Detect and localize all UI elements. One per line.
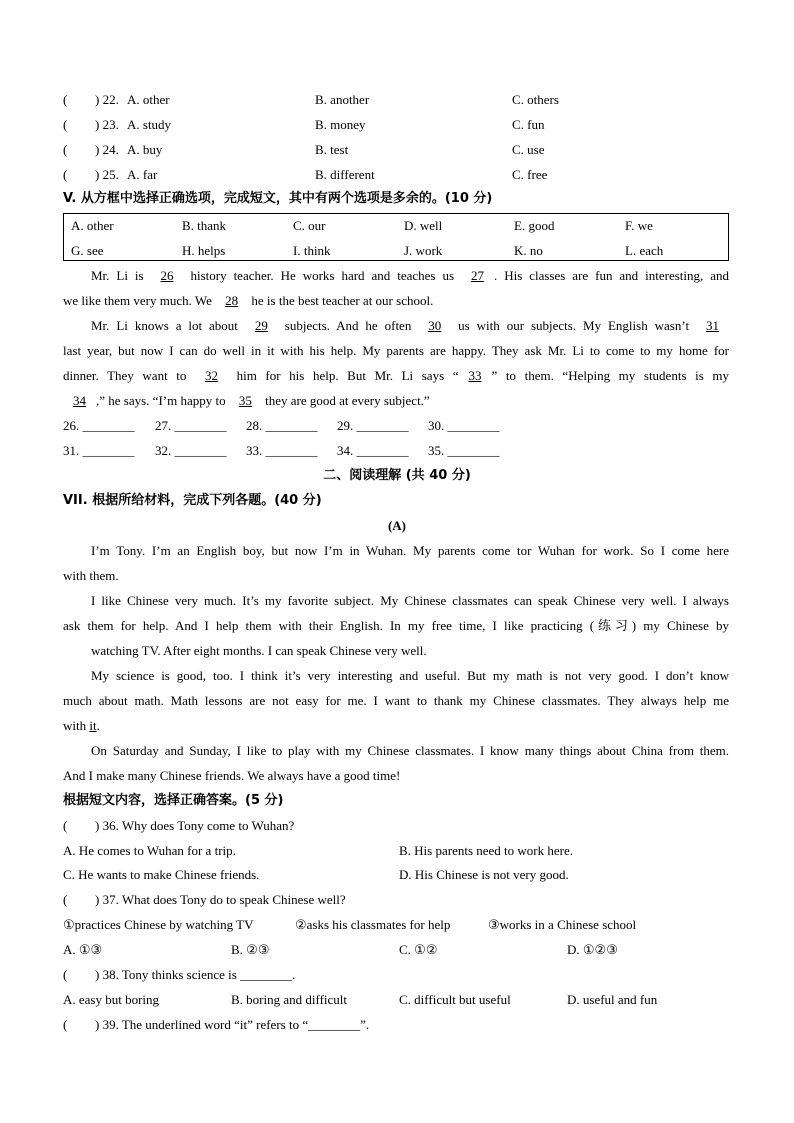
option-a: A. ①③ bbox=[63, 942, 103, 957]
answer-blank[interactable]: 32. ________ bbox=[155, 443, 227, 458]
cloze-line: dinner. They want to 32 him for his help. But Mr. Li says “ 33 ” to them. “Helping my students is my bbox=[63, 368, 729, 383]
answer-blank[interactable]: 28. ________ bbox=[246, 418, 318, 433]
option-b: B. test bbox=[315, 142, 349, 157]
cloze-line: Mr. Li knows a lot about 29 subjects. And he often 30 us with our subjects. My English wasn’t 31 bbox=[63, 318, 729, 334]
question-stem: ) 36. Why does Tony come to Wuhan? bbox=[95, 818, 295, 833]
question-number: ) 22. bbox=[95, 92, 119, 107]
blank-26: 26 bbox=[160, 268, 174, 283]
section-5-title: V. 从方框中选择正确选项，完成短文，其中有两个选项是多余的。(10 分) bbox=[63, 191, 493, 206]
passage-line: with it. bbox=[63, 718, 100, 733]
answer-blank[interactable]: 27. ________ bbox=[155, 418, 227, 433]
passage-line: with them. bbox=[63, 568, 119, 583]
option-a: A. other bbox=[127, 92, 170, 107]
question-stem: ) 38. Tony thinks science is ________. bbox=[95, 967, 296, 982]
blank-30: 30 bbox=[428, 318, 442, 333]
option-c: C. use bbox=[512, 142, 545, 157]
answer-blank[interactable]: 29. ________ bbox=[337, 418, 409, 433]
passage-line: My science is good, too. I think it’s very interesting and useful. But my math is not very good. I don’t know bbox=[91, 668, 729, 683]
blank-32: 32 bbox=[205, 368, 218, 383]
option-d: D. useful and fun bbox=[567, 992, 658, 1007]
option-a: A. far bbox=[127, 167, 158, 182]
passage-line: watching TV. After eight months. I can speak Chinese very well. bbox=[91, 643, 427, 658]
box-option: C. our bbox=[293, 218, 326, 233]
box-option: J. work bbox=[404, 243, 443, 258]
answer-blank[interactable]: 26. ________ bbox=[63, 418, 135, 433]
answer-blank[interactable]: 34. ________ bbox=[337, 443, 409, 458]
passage-label: (A) bbox=[387, 518, 407, 533]
box-option: B. thank bbox=[182, 218, 227, 233]
cloze-line: 34 ,” he says. “I’m happy to 35 they are good at every subject.” bbox=[63, 393, 729, 409]
option-b: B. money bbox=[315, 117, 366, 132]
cloze-line: Mr. Li is 26 history teacher. He works hard and teaches us 27 . His classes are fun and interesting, and bbox=[91, 268, 729, 283]
question-instruction: 根据短文内容，选择正确答案。(5 分) bbox=[63, 793, 284, 808]
option-b: B. ②③ bbox=[231, 942, 270, 957]
box-option: H. helps bbox=[182, 243, 226, 258]
passage-line: I like Chinese very much. It’s my favorite subject. My Chinese classmates can speak Chinese very well. I always bbox=[91, 593, 729, 608]
option-b: B. different bbox=[315, 167, 375, 182]
option-d: D. ①②③ bbox=[567, 942, 618, 957]
passage-line: And I make many Chinese friends. We always have a good time! bbox=[63, 768, 401, 783]
option-c: C. He wants to make Chinese friends. bbox=[63, 867, 260, 882]
passage-line: I’m Tony. I’m an English boy, but now I’m in Wuhan. My parents come tor Wuhan for work. So I come here bbox=[91, 543, 729, 558]
option-d: D. His Chinese is not very good. bbox=[399, 867, 569, 882]
option-c: C. fun bbox=[512, 117, 545, 132]
passage-line: ask them for help. And I help them with their English. In my free time, I like practicing (练习) my Chinese by bbox=[63, 618, 729, 633]
part-2-title: 二、阅读理解 (共 40 分) bbox=[323, 468, 471, 483]
box-option: F. we bbox=[625, 218, 653, 233]
answer-paren-open: ( bbox=[63, 818, 68, 833]
answer-paren-open: ( bbox=[63, 967, 68, 982]
box-option: G. see bbox=[71, 243, 104, 258]
answer-blank[interactable]: 35. ________ bbox=[428, 443, 500, 458]
blank-27: 27 bbox=[470, 268, 484, 283]
option-c: C. others bbox=[512, 92, 559, 107]
answer-blank[interactable]: 31. ________ bbox=[63, 443, 135, 458]
option-a: A. He comes to Wuhan for a trip. bbox=[63, 843, 236, 858]
answer-paren-open: ( bbox=[63, 1017, 68, 1032]
option-b: B. another bbox=[315, 92, 370, 107]
question-stem: ) 39. The underlined word “it” refers to “________”. bbox=[95, 1017, 370, 1032]
answer-paren-open: ( bbox=[63, 167, 68, 182]
option-c: C. difficult but useful bbox=[399, 992, 511, 1007]
option-c: C. free bbox=[512, 167, 548, 182]
answer-paren-open: ( bbox=[63, 117, 68, 132]
section-7-title: VII. 根据所给材料，完成下列各题。(40 分) bbox=[63, 493, 322, 508]
blank-34: 34 bbox=[73, 393, 86, 408]
answer-blank[interactable]: 33. ________ bbox=[246, 443, 318, 458]
blank-35: 35 bbox=[238, 393, 252, 408]
blank-28: 28 bbox=[225, 293, 239, 308]
answer-blank[interactable]: 30. ________ bbox=[428, 418, 500, 433]
box-option: I. think bbox=[293, 243, 331, 258]
option-a: A. study bbox=[127, 117, 172, 132]
cloze-line: last year, but now I can do well in it with his help. My parents are happy. They ask Mr. Li to come to my home for bbox=[63, 343, 729, 358]
option-a: A. buy bbox=[127, 142, 163, 157]
statement-3: ③works in a Chinese school bbox=[488, 917, 637, 932]
question-number: ) 23. bbox=[95, 117, 119, 132]
statement-2: ②asks his classmates for help bbox=[295, 917, 451, 932]
question-stem: ) 37. What does Tony do to speak Chinese well? bbox=[95, 892, 346, 907]
box-option: D. well bbox=[404, 218, 443, 233]
passage-line: much about math. Math lessons are not easy for me. I want to thank my Chinese classmates. They always help me bbox=[63, 693, 729, 708]
cloze-line: we like them very much. We 28 he is the best teacher at our school. bbox=[63, 293, 434, 308]
box-option: L. each bbox=[625, 243, 664, 258]
box-option: E. good bbox=[514, 218, 555, 233]
option-b: B. His parents need to work here. bbox=[399, 843, 574, 858]
answer-paren-open: ( bbox=[63, 142, 68, 157]
question-number: ) 25. bbox=[95, 167, 119, 182]
blank-33: 33 bbox=[468, 368, 482, 383]
answer-paren-open: ( bbox=[63, 92, 68, 107]
answer-paren-open: ( bbox=[63, 892, 68, 907]
option-a: A. easy but boring bbox=[63, 992, 160, 1007]
blank-31: 31 bbox=[705, 318, 719, 333]
underlined-word-it: it bbox=[89, 718, 97, 733]
option-b: B. boring and difficult bbox=[231, 992, 348, 1007]
option-c: C. ①② bbox=[399, 942, 438, 957]
question-number: ) 24. bbox=[95, 142, 119, 157]
blank-29: 29 bbox=[254, 318, 268, 333]
passage-line: On Saturday and Sunday, I like to play with my Chinese classmates. I know many things about China from them. bbox=[91, 743, 729, 758]
box-option: K. no bbox=[514, 243, 543, 258]
statement-1: ①practices Chinese by watching TV bbox=[63, 917, 254, 932]
box-option: A. other bbox=[71, 218, 114, 233]
